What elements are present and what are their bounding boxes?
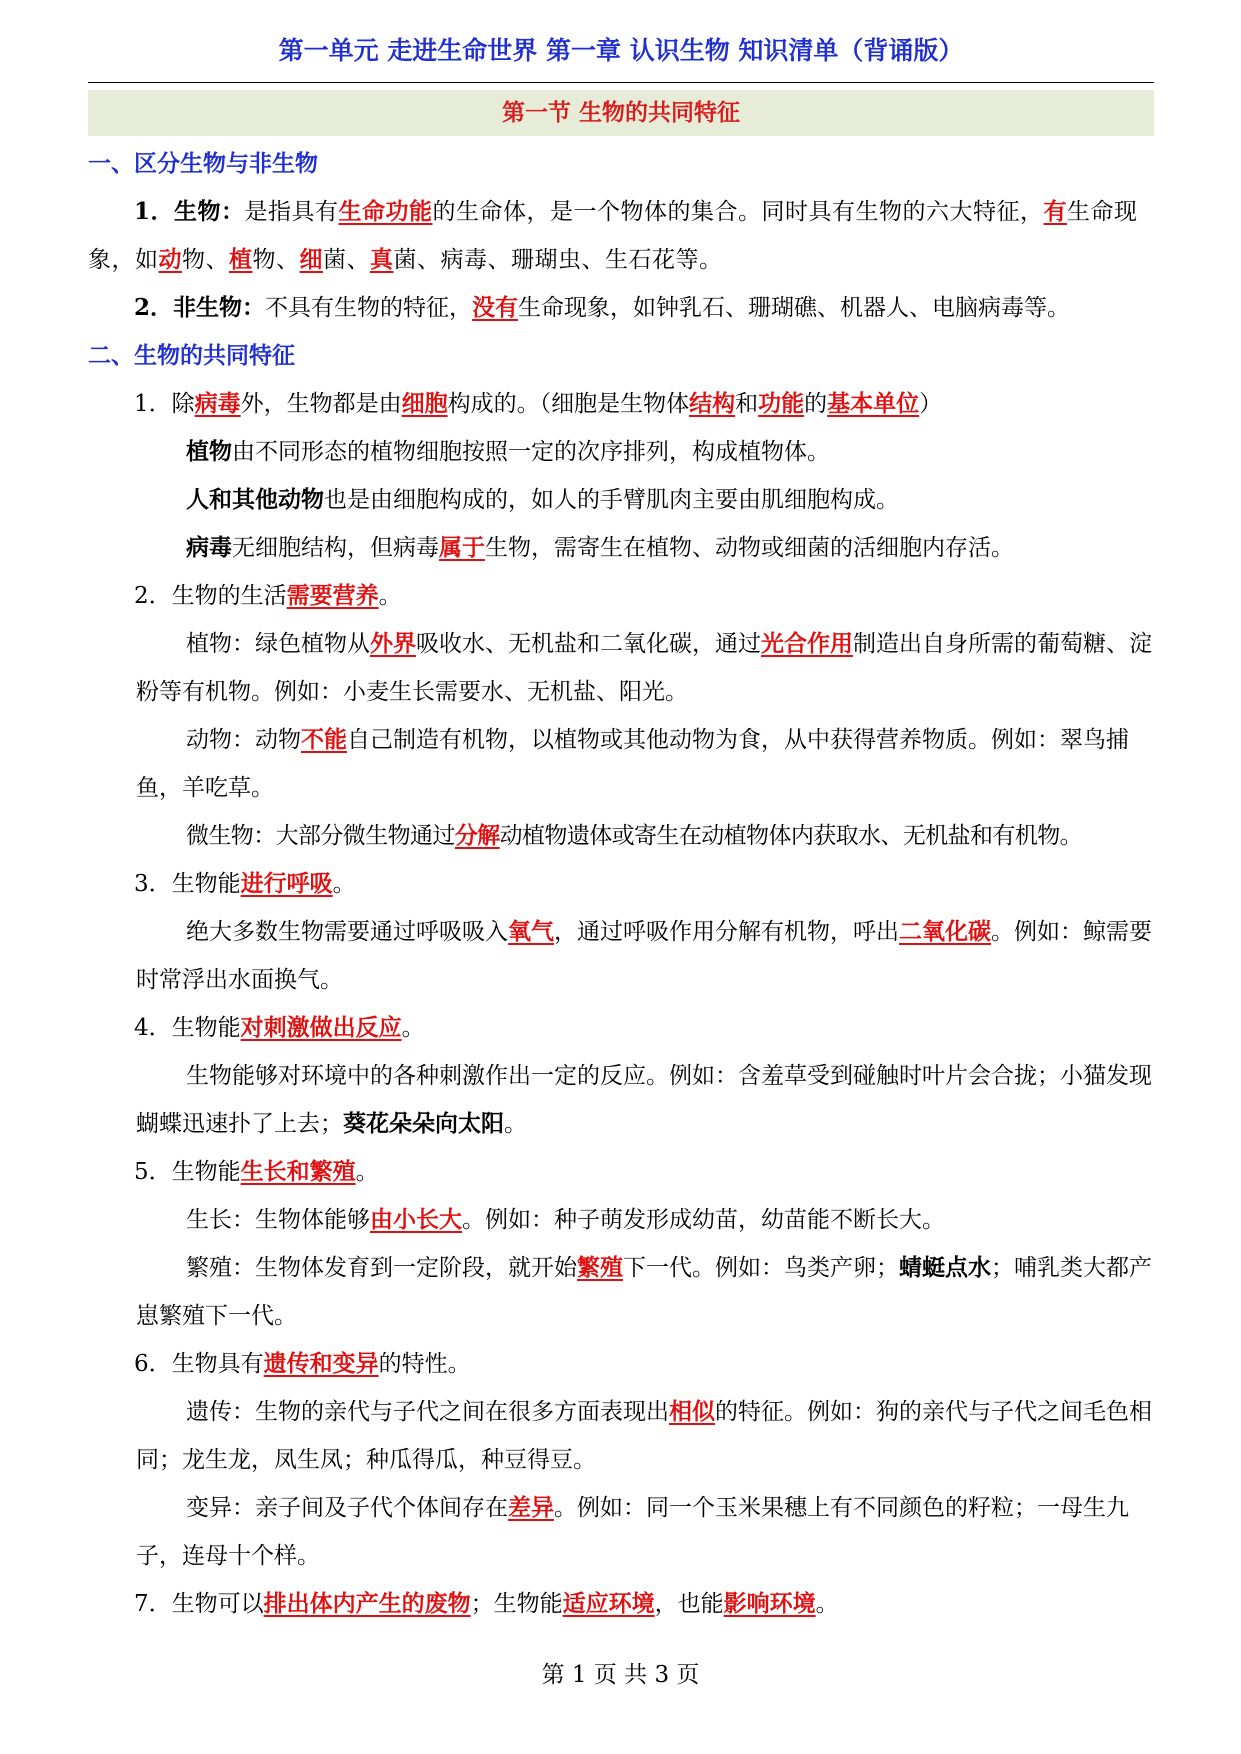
text: 动植物遗体或寄生在动植物体内获取水、无机盐和有机物。 bbox=[499, 823, 1083, 849]
keyword: 植 bbox=[229, 246, 253, 273]
header-rule bbox=[88, 82, 1154, 83]
keyword: 动 bbox=[158, 246, 182, 273]
keyword: 病毒 bbox=[194, 390, 241, 417]
text: 生物，需寄生在植物、动物或细菌的活细胞内存活。 bbox=[485, 535, 1014, 561]
text: 。 bbox=[401, 1015, 425, 1041]
item-4 bbox=[88, 1004, 1154, 1052]
item-1-plant bbox=[88, 428, 1154, 476]
keyword: 功能 bbox=[758, 390, 805, 417]
keyword: 没有 bbox=[472, 294, 519, 321]
text: ；生物能 bbox=[470, 1591, 563, 1617]
text: 菌、 bbox=[323, 247, 370, 273]
keyword: 生命功能 bbox=[338, 198, 433, 225]
keyword: 细 bbox=[299, 246, 323, 273]
item-3-text bbox=[88, 908, 1154, 1004]
text: 也是由细胞构成的，如人的手臂肌肉主要由肌细胞构成。 bbox=[324, 487, 899, 513]
text: 生命现象，如钟乳石、珊瑚礁、机器人、电脑病毒等。 bbox=[518, 295, 1071, 321]
text: 。 bbox=[355, 1159, 379, 1185]
text: 绝大多数生物需要通过呼吸吸入 bbox=[186, 919, 508, 945]
item-1-animal bbox=[88, 476, 1154, 524]
item-3 bbox=[88, 860, 1154, 908]
text: 。 bbox=[504, 1111, 527, 1137]
text: 生长：生物体能够 bbox=[186, 1207, 370, 1233]
keyword: 光合作用 bbox=[761, 630, 853, 657]
text: 制造出自身所需的葡萄糖、淀粉等有机物。例如：小麦生长需要水、无机盐、阳光。 bbox=[136, 631, 1152, 705]
term: 病毒 bbox=[186, 534, 232, 561]
text: 生命现象，如 bbox=[88, 199, 1138, 273]
text: 1．除 bbox=[134, 391, 195, 417]
keyword: 有 bbox=[1043, 198, 1068, 225]
text: 物、 bbox=[182, 247, 229, 273]
item-5-reproduce bbox=[88, 1244, 1154, 1340]
paragraph-living-things bbox=[88, 188, 1154, 284]
keyword: 差异 bbox=[508, 1494, 554, 1521]
text: 外，生物都是由 bbox=[240, 391, 402, 417]
keyword: 属于 bbox=[439, 534, 485, 561]
text: 和 bbox=[735, 391, 759, 417]
heading-1: 一、区分生物与非生物 bbox=[88, 151, 318, 177]
keyword: 影响环境 bbox=[723, 1590, 816, 1617]
text: 吸收水、无机盐和二氧化碳，通过 bbox=[416, 631, 761, 657]
text: 。 bbox=[332, 871, 356, 897]
text: 构成的。（细胞是生物体 bbox=[447, 391, 690, 417]
keyword: 细胞 bbox=[401, 390, 448, 417]
term-non-living: 2．非生物： bbox=[134, 294, 266, 321]
text: 7．生物可以 bbox=[134, 1591, 264, 1617]
keyword: 氧气 bbox=[508, 918, 554, 945]
text: 植物：绿色植物从 bbox=[186, 631, 370, 657]
keyword: 结构 bbox=[689, 390, 736, 417]
text: 3．生物能 bbox=[134, 871, 241, 897]
term: 葵花朵朵向太阳 bbox=[343, 1110, 504, 1137]
item-2 bbox=[88, 572, 1154, 620]
text: 。例如：同一个玉米果穗上有不同颜色的籽粒；一母生九子，连母十个样。 bbox=[136, 1495, 1129, 1569]
keyword: 二氧化碳 bbox=[899, 918, 991, 945]
keyword: 遗传和变异 bbox=[263, 1350, 379, 1377]
keyword: 基本单位 bbox=[827, 390, 920, 417]
text: 。 bbox=[378, 583, 402, 609]
text: 无细胞结构，但病毒 bbox=[232, 535, 439, 561]
text: ，也能 bbox=[654, 1591, 724, 1617]
text: ） bbox=[919, 391, 943, 417]
text: 6．生物具有 bbox=[134, 1351, 264, 1377]
text: 的特征。例如：狗的亲代与子代之间毛色相同；龙生龙，凤生凤；种瓜得瓜，种豆得豆。 bbox=[136, 1399, 1152, 1473]
item-7 bbox=[88, 1580, 1154, 1628]
item-2-plant bbox=[88, 620, 1154, 716]
text: 。例如：种子萌发形成幼苗，幼苗能不断长大。 bbox=[462, 1207, 945, 1233]
text: 繁殖：生物体发育到一定阶段，就开始 bbox=[186, 1255, 577, 1281]
item-4-text bbox=[88, 1052, 1154, 1148]
text: 2．生物的生活 bbox=[134, 583, 287, 609]
item-6 bbox=[88, 1340, 1154, 1388]
text: 的生命体，是一个物体的集合。同时具有生物的六大特征， bbox=[432, 199, 1044, 225]
keyword: 进行呼吸 bbox=[240, 870, 333, 897]
keyword: 排出体内产生的废物 bbox=[263, 1590, 471, 1617]
item-2-micro bbox=[88, 812, 1154, 860]
page-footer: 第 1 页 共 3 页 bbox=[541, 1662, 700, 1688]
text: 。例如：鲸需要时常浮出水面换气。 bbox=[136, 919, 1152, 993]
item-2-animal bbox=[88, 716, 1154, 812]
keyword: 需要营养 bbox=[286, 582, 379, 609]
item-5 bbox=[88, 1148, 1154, 1196]
text: 下一代。例如：鸟类产卵； bbox=[623, 1255, 899, 1281]
keyword: 外界 bbox=[370, 630, 416, 657]
term: 蜻蜓点水 bbox=[899, 1254, 991, 1281]
keyword: 分解 bbox=[454, 822, 500, 849]
keyword: 真 bbox=[370, 246, 394, 273]
keyword: 适应环境 bbox=[562, 1590, 655, 1617]
item-1 bbox=[88, 380, 1154, 428]
term-living: 1．生物： bbox=[134, 198, 245, 225]
keyword: 相似 bbox=[669, 1398, 715, 1425]
text: 由不同形态的植物细胞按照一定的次序排列，构成植物体。 bbox=[232, 439, 830, 465]
text: 4．生物能 bbox=[134, 1015, 241, 1041]
text: 遗传：生物的亲代与子代之间在很多方面表现出 bbox=[186, 1399, 669, 1425]
text: 。 bbox=[815, 1591, 839, 1617]
term: 植物 bbox=[186, 438, 232, 465]
text: 的特性。 bbox=[378, 1351, 471, 1377]
term: 人和其他动物 bbox=[186, 486, 324, 513]
keyword: 不能 bbox=[301, 726, 347, 753]
text: 变异：亲子间及子代个体间存在 bbox=[186, 1495, 508, 1521]
item-6-variation bbox=[88, 1484, 1154, 1580]
text: ；哺乳类大都产崽繁殖下一代。 bbox=[136, 1255, 1152, 1329]
text: 物、 bbox=[252, 247, 300, 273]
text: 不具有生物的特征， bbox=[265, 295, 473, 321]
section-title: 第一节 生物的共同特征 bbox=[88, 90, 1154, 136]
keyword: 繁殖 bbox=[577, 1254, 623, 1281]
text: 自己制造有机物，以植物或其他动物为食，从中获得营养物质。例如：翠鸟捕鱼，羊吃草。 bbox=[136, 727, 1129, 801]
text: 菌、病毒、珊瑚虫、生石花等。 bbox=[393, 247, 723, 273]
text: ，通过呼吸作用分解有机物，呼出 bbox=[554, 919, 899, 945]
keyword: 对刺激做出反应 bbox=[240, 1014, 402, 1041]
text: 是指具有 bbox=[244, 199, 339, 225]
item-6-heredity bbox=[88, 1388, 1154, 1484]
item-5-grow bbox=[88, 1196, 1154, 1244]
keyword: 生长和繁殖 bbox=[240, 1158, 356, 1185]
page-header: 第一单元 走进生命世界 第一章 认识生物 知识清单（背诵版） bbox=[278, 36, 964, 65]
document-body bbox=[88, 140, 1154, 1628]
text: 的 bbox=[804, 391, 828, 417]
paragraph-non-living bbox=[88, 284, 1154, 332]
heading-2: 二、生物的共同特征 bbox=[88, 343, 295, 369]
item-1-virus bbox=[88, 524, 1154, 572]
text: 生物能够对环境中的各种刺激作出一定的反应。例如：含羞草受到碰触时叶片会合拢；小猫发现蝴蝶迅速扑了上去； bbox=[136, 1063, 1152, 1137]
text: 5．生物能 bbox=[134, 1159, 241, 1185]
text: 动物：动物 bbox=[186, 727, 301, 753]
text: 微生物：大部分微生物通过 bbox=[186, 823, 455, 849]
keyword: 由小长大 bbox=[370, 1206, 462, 1233]
